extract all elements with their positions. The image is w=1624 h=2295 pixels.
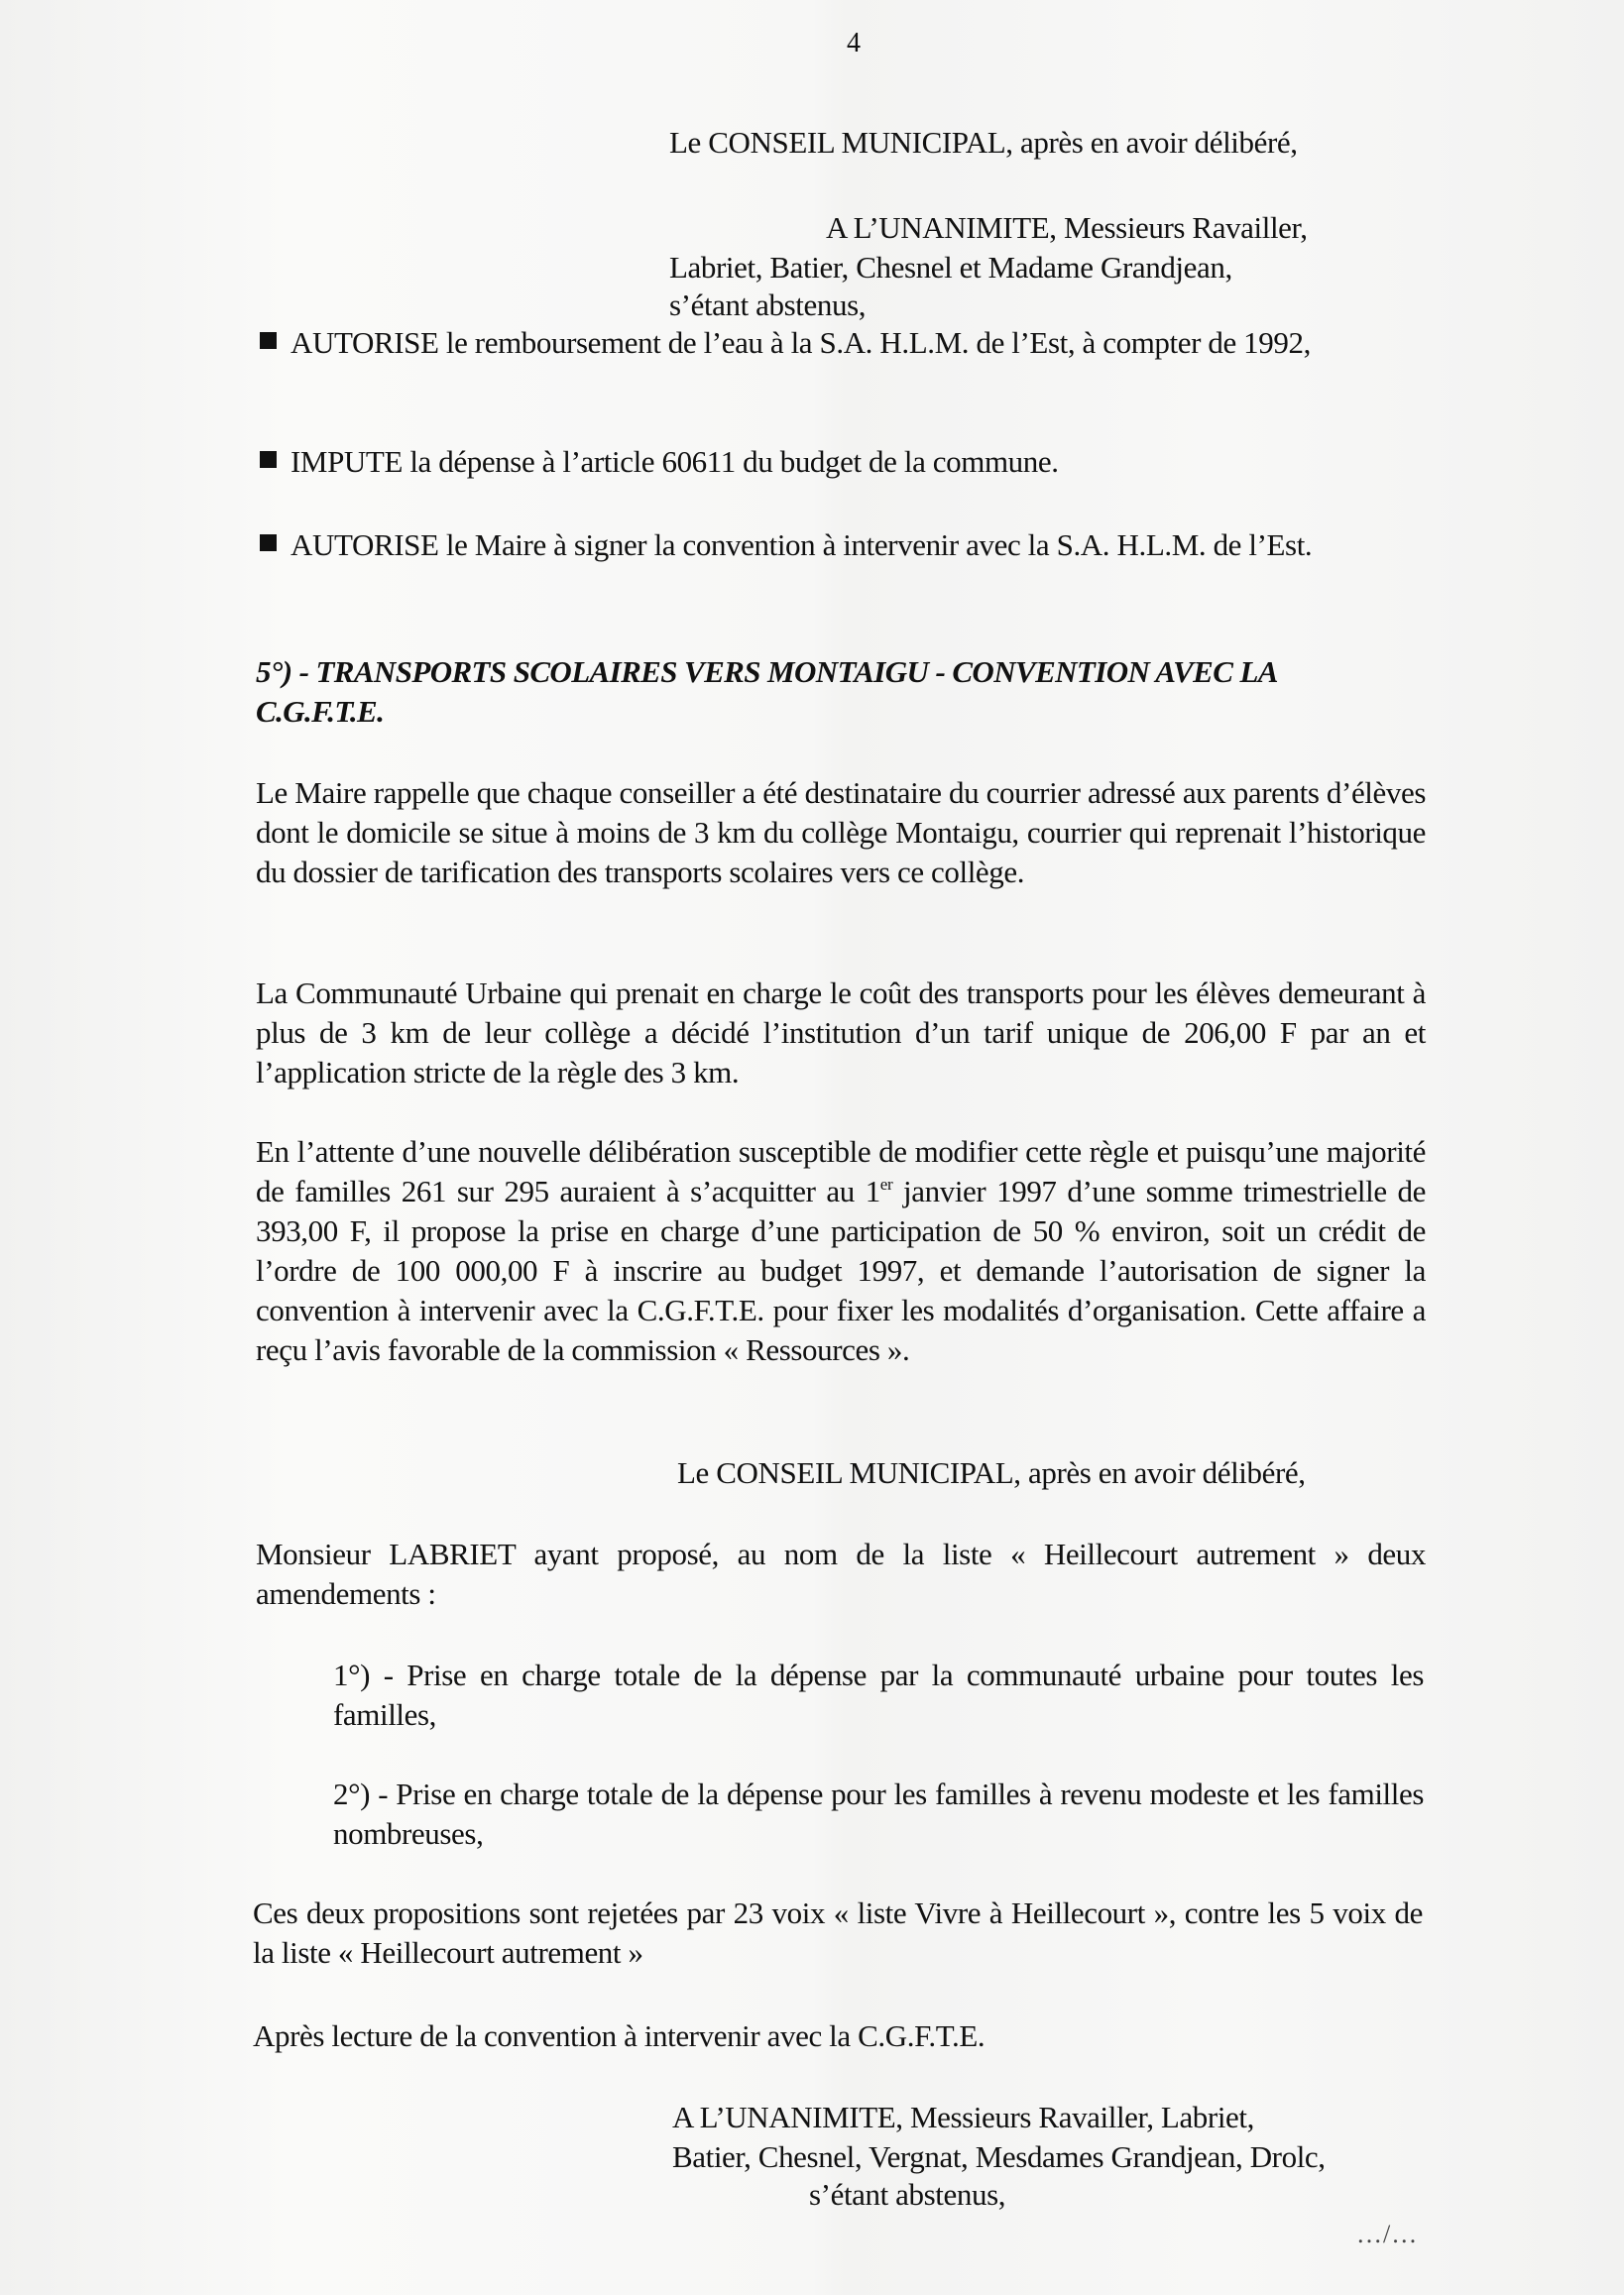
- vote-unanimity-line: A L’UNANIMITE, Messieurs Ravailler, Labriet,: [672, 2100, 1254, 2134]
- amendment-intro: Monsieur LABRIET ayant proposé, au nom de la liste « Heillecourt autrement » deux amendements :: [256, 1537, 1426, 1611]
- vote-abstainers-line: Labriet, Batier, Chesnel et Madame Grandjean,: [669, 250, 1232, 285]
- section-heading: 5°) - TRANSPORTS SCOLAIRES VERS MONTAIGU - CONVENTION AVEC LA C.G.F.T.E.: [256, 654, 1277, 729]
- paragraph: [256, 1132, 1426, 1370]
- paragraph-text: En l’attente d’une nouvelle délibération susceptible de modifier cette règle et puisqu’une majorité de familles 261 sur 295 auraient à s’acquitter au 1: [256, 1134, 1426, 1208]
- bullet-square-icon: [260, 534, 277, 551]
- ordinal-superscript: er: [879, 1175, 893, 1194]
- paragraph: Le Maire rappelle que chaque conseiller a été destinataire du courrier adressé aux parents d’élèves dont le domicile se situe à moins de 3 km du collège Montaigu, courrier qui reprenait l’historique du dossier de tarification des transports scolaires vers ce collège.: [256, 775, 1426, 889]
- bullet-square-icon: [260, 451, 277, 468]
- reading-line: Après lecture de la convention à intervenir avec la C.G.F.T.E.: [253, 2018, 986, 2053]
- resolution-item: [260, 442, 1430, 482]
- page-number: 4: [847, 28, 861, 58]
- paragraph-text: janvier 1997 d’une somme trimestrielle de 393,00 F, il propose la prise en charge d’une participation de 50 % environ, soit un crédit de l’ordre de 100 000,00 F à inscrire au budget 1997, et demande l’autorisation de signer la convention à intervenir avec la C.G.F.T.E. pour fixer les modalités d’organisation. Cette affaire a reçu l’avis favorable de la commission « Ressources ».: [256, 1174, 1426, 1367]
- council-deliberation-line: Le CONSEIL MUNICIPAL, après en avoir délibéré,: [677, 1455, 1306, 1490]
- resolution-text: AUTORISE le Maire à signer la convention à intervenir avec la S.A. H.L.M. de l’Est.: [290, 527, 1313, 562]
- rejection-paragraph: Ces deux propositions sont rejetées par 23 voix « liste Vivre à Heillecourt », contre les 5 voix de la liste « Heillecourt autrement »: [253, 1895, 1423, 1970]
- continuation-mark: …/…: [1356, 2220, 1419, 2248]
- vote-abstainers-line: Batier, Chesnel, Vergnat, Mesdames Grandjean, Drolc,: [672, 2139, 1326, 2174]
- vote-abstained-line: s’étant abstenus,: [669, 287, 867, 322]
- paragraph: La Communauté Urbaine qui prenait en charge le coût des transports pour les élèves demeurant à plus de 3 km de leur collège a décidé l’institution d’un tarif unique de 206,00 F par an et l’application stricte de la règle des 3 km.: [256, 975, 1426, 1090]
- amendment-item: 2°) - Prise en charge totale de la dépense pour les familles à revenu modeste et les familles nombreuses,: [333, 1777, 1424, 1851]
- amendment-item: 1°) - Prise en charge totale de la dépense par la communauté urbaine pour toutes les familles,: [333, 1658, 1424, 1732]
- resolution-item: [260, 525, 1430, 565]
- council-deliberation-line: Le CONSEIL MUNICIPAL, après en avoir délibéré,: [669, 125, 1298, 160]
- resolution-text: AUTORISE le remboursement de l’eau à la S.A. H.L.M. de l’Est, à compter de 1992,: [290, 325, 1311, 360]
- vote-abstained-line: s’étant abstenus,: [809, 2177, 1006, 2212]
- resolution-item: [260, 323, 1430, 363]
- resolution-text: IMPUTE la dépense à l’article 60611 du budget de la commune.: [290, 444, 1059, 479]
- bullet-square-icon: [260, 332, 277, 349]
- vote-unanimity-line: A L’UNANIMITE, Messieurs Ravailler,: [826, 210, 1308, 245]
